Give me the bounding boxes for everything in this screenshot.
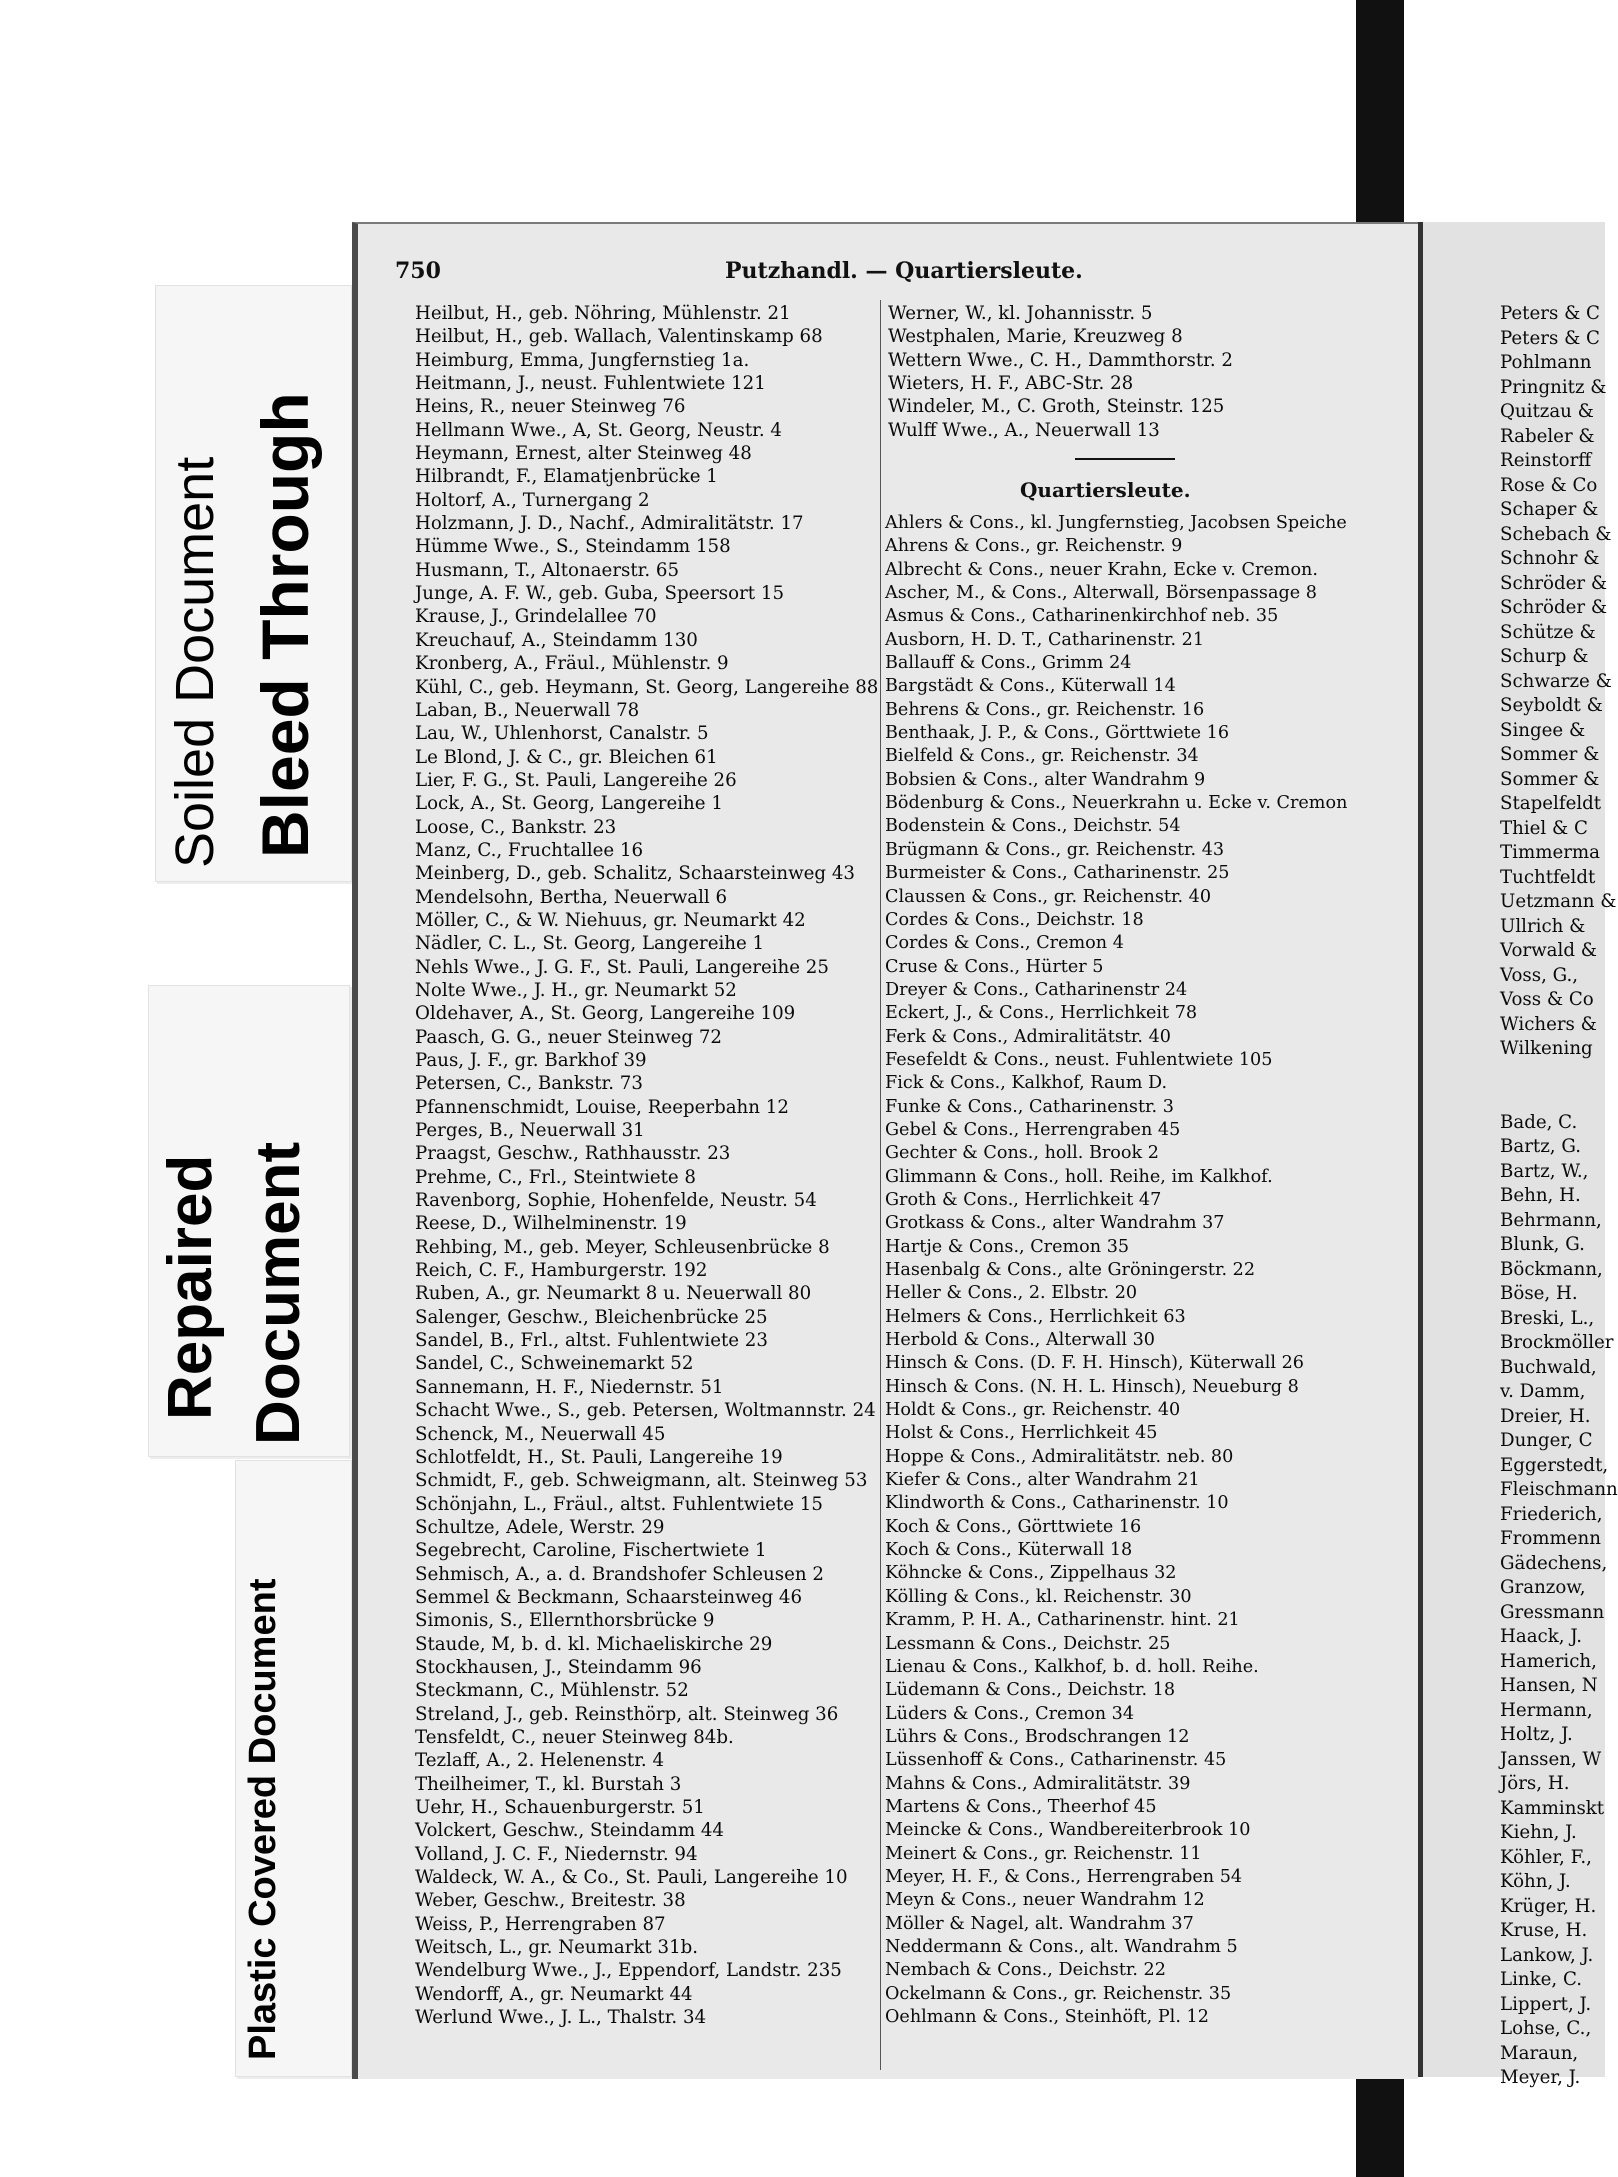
directory-entry: Schmidt, F., geb. Schweigmann, alt. Steinweg 53 xyxy=(415,1470,868,1492)
directory-entry: Weitsch, L., gr. Neumarkt 31b. xyxy=(415,1937,699,1959)
quartiersleute-entry: Cruse & Cons., Hürter 5 xyxy=(885,956,1104,977)
quartiersleute-entry: Kölling & Cons., kl. Reichenstr. 30 xyxy=(885,1586,1192,1607)
directory-entry-fragment: Schröder & xyxy=(1500,597,1608,618)
quartiersleute-entry: Fick & Cons., Kalkhof, Raum D. xyxy=(885,1073,1168,1094)
directory-entry-fragment: Thiel & C xyxy=(1500,817,1588,839)
bleed-through-label: Bleed Through xyxy=(248,392,322,858)
directory-entry: Heymann, Ernest, alter Steinweg 48 xyxy=(415,443,752,465)
quartiersleute-entry: Koch & Cons., Küterwall 18 xyxy=(885,1540,1133,1561)
directory-entry: Volland, J. C. F., Niedernstr. 94 xyxy=(415,1843,698,1865)
directory-entry: Hümme Wwe., S., Steindamm 158 xyxy=(415,536,731,558)
quartiersleute-entry: Ballauff & Cons., Grimm 24 xyxy=(885,653,1132,674)
directory-entry-fragment: Bade, C. xyxy=(1500,1111,1578,1133)
directory-entry-fragment: Rose & Co xyxy=(1500,474,1598,496)
directory-entry: Holtorf, A., Turnergang 2 xyxy=(415,489,650,511)
directory-entry-fragment: Linke, C. xyxy=(1500,1969,1583,1990)
directory-entry-fragment: Rabeler & xyxy=(1500,425,1595,447)
directory-entry: Sandel, B., Frl., altst. Fuhlentwiete 23 xyxy=(415,1330,768,1352)
directory-entry-fragment: Voss, G., xyxy=(1500,964,1579,986)
directory-entry-fragment xyxy=(1500,1086,1618,1111)
directory-entry-fragment: Tuchtfeldt xyxy=(1500,866,1596,888)
quartiersleute-entry: Glimmann & Cons., holl. Reihe, im Kalkhof. xyxy=(885,1166,1273,1187)
quartiersleute-entry: Holst & Cons., Herrlichkeit 45 xyxy=(885,1423,1158,1444)
directory-entry: Reich, C. F., Hamburgerstr. 192 xyxy=(415,1260,708,1282)
directory-entry-fragment: Granzow, xyxy=(1500,1577,1586,1598)
directory-entry-fragment: Böckmann, xyxy=(1500,1258,1603,1280)
directory-entry-fragment: Frommenn xyxy=(1500,1528,1601,1549)
directory-entry: Holzmann, J. D., Nachf., Admiralitätstr. 17 xyxy=(415,513,804,535)
directory-entry: Mendelsohn, Bertha, Neuerwall 6 xyxy=(415,886,728,908)
directory-entry-fragment: Pringnitz & xyxy=(1500,376,1607,398)
mid-column-quartiersleute-listing xyxy=(885,512,1347,2029)
directory-entry: Heilbut, H., geb. Wallach, Valentinskamp 68 xyxy=(415,326,823,348)
quartiersleute-entry: Ferk & Cons., Admiralitätstr. 40 xyxy=(885,1026,1171,1047)
directory-entry: Reese, D., Wilhelminenstr. 19 xyxy=(415,1213,687,1235)
directory-entry-fragment: Sommer & xyxy=(1500,744,1600,765)
directory-entry: Schacht Wwe., S., geb. Petersen, Woltmannstr. 24 xyxy=(415,1400,876,1422)
quartiersleute-entry: Albrecht & Cons., neuer Krahn, Ecke v. Cremon. xyxy=(885,559,1318,580)
quartiersleute-entry: Bielfeld & Cons., gr. Reichenstr. 34 xyxy=(885,746,1199,767)
directory-entry: Volckert, Geschw., Steindamm 44 xyxy=(415,1820,725,1842)
label-panel xyxy=(0,0,355,2177)
directory-entry-fragment: Pohlmann xyxy=(1500,352,1592,373)
directory-entry: Manz, C., Fruchtallee 16 xyxy=(415,839,644,861)
directory-entry-fragment: Schurp & xyxy=(1500,646,1589,667)
quartiersleute-entry: Klindworth & Cons., Catharinenstr. 10 xyxy=(885,1493,1229,1514)
directory-entry: Pfannenschmidt, Louise, Reeperbahn 12 xyxy=(415,1096,789,1118)
directory-entry: Steckmann, C., Mühlenstr. 52 xyxy=(415,1680,689,1702)
directory-entry: Ruben, A., gr. Neumarkt 8 u. Neuerwall 80 xyxy=(415,1283,812,1305)
directory-entry-fragment: Hamerich, xyxy=(1500,1650,1597,1672)
quartiersleute-entry: Burmeister & Cons., Catharinenstr. 25 xyxy=(885,863,1230,884)
directory-entry-fragment: Vorwald & xyxy=(1500,940,1597,961)
directory-entry-fragment: Blunk, G. xyxy=(1500,1234,1585,1255)
directory-entry-fragment: Bartz, G. xyxy=(1500,1136,1582,1157)
directory-entry-fragment: Buchwald, xyxy=(1500,1356,1597,1378)
quartiersleute-entry: Hasenbalg & Cons., alte Gröningerstr. 22 xyxy=(885,1260,1256,1280)
quartiersleute-entry: Asmus & Cons., Catharinenkirchhof neb. 35 xyxy=(885,606,1279,627)
quartiersleute-entry: Gebel & Cons., Herrengraben 45 xyxy=(885,1119,1181,1140)
quartiersleute-entry: Brügmann & Cons., gr. Reichenstr. 43 xyxy=(885,839,1225,860)
quartiersleute-entry: Hoppe & Cons., Admiralitätstr. neb. 80 xyxy=(885,1446,1234,1467)
directory-entry-fragment: Schnohr & xyxy=(1500,548,1600,569)
directory-entry: Weber, Geschw., Breitestr. 38 xyxy=(415,1890,686,1912)
directory-entry-fragment: Hansen, N xyxy=(1500,1675,1598,1696)
directory-entry: Heitmann, J., neust. Fuhlentwiete 121 xyxy=(415,373,766,395)
page-header: Putzhandl. — Quartiersleute. xyxy=(725,258,1083,284)
directory-entry-fragment: Friederich, xyxy=(1500,1503,1603,1525)
quartiersleute-entry: Holdt & Cons., gr. Reichenstr. 40 xyxy=(885,1400,1181,1421)
directory-entry: Kreuchauf, A., Steindamm 130 xyxy=(415,629,698,651)
quartiersleute-entry: Meinert & Cons., gr. Reichenstr. 11 xyxy=(885,1843,1202,1864)
left-column-listing xyxy=(415,302,878,2029)
directory-entry-fragment: Breski, L., xyxy=(1500,1307,1595,1329)
directory-entry-fragment: Uetzmann & xyxy=(1500,891,1617,912)
directory-entry-fragment: Peters & C xyxy=(1500,303,1600,324)
directory-entry: Staude, M, b. d. kl. Michaeliskirche 29 xyxy=(415,1633,773,1655)
directory-entry: Stockhausen, J., Steindamm 96 xyxy=(415,1656,702,1678)
quartiersleute-entry: Bödenburg & Cons., Neuerkrahn u. Ecke v. Cremon xyxy=(885,793,1348,814)
directory-entry-fragment: Dreier, H. xyxy=(1500,1405,1591,1427)
quartiersleute-entry: Bobsien & Cons., alter Wandrahm 9 xyxy=(885,769,1206,790)
quartiersleute-entry: Herbold & Cons., Alterwall 30 xyxy=(885,1330,1155,1351)
directory-entry-fragment: Gädechens, xyxy=(1500,1552,1608,1574)
directory-entry: Loose, C., Bankstr. 23 xyxy=(415,816,617,838)
quartiersleute-entry: Lüdemann & Cons., Deichstr. 18 xyxy=(885,1680,1176,1701)
directory-entry: Wendelburg Wwe., J., Eppendorf, Landstr. 235 xyxy=(415,1960,842,1982)
repaired-label: Repaired xyxy=(156,1154,225,1420)
directory-entry: Waldeck, W. A., & Co., St. Pauli, Langereihe 10 xyxy=(415,1867,848,1889)
directory-entry-fragment: Wichers & xyxy=(1500,1013,1597,1035)
directory-entry-fragment: Gressmann xyxy=(1500,1601,1605,1623)
directory-entry: Uehr, H., Schauenburgerstr. 51 xyxy=(415,1797,705,1818)
directory-entry: Hilbrandt, F., Elamatjenbrücke 1 xyxy=(415,466,718,488)
directory-entry: Husmann, T., Altonaerstr. 65 xyxy=(415,559,680,581)
directory-entry: Hellmann Wwe., A, St. Georg, Neustr. 4 xyxy=(415,419,782,441)
quartiersleute-entry: Behrens & Cons., gr. Reichenstr. 16 xyxy=(885,699,1205,720)
quartiersleute-entry: Helmers & Cons., Herrlichkeit 63 xyxy=(885,1306,1186,1327)
quartiersleute-entry: Ahlers & Cons., kl. Jungfernstieg, Jacobsen Speiche xyxy=(885,513,1347,533)
quartiersleute-entry: Ockelmann & Cons., gr. Reichenstr. 35 xyxy=(885,1983,1232,2004)
directory-entry: Tensfeldt, C., neuer Steinweg 84b. xyxy=(415,1726,734,1748)
directory-entry: Sandel, C., Schweinemarkt 52 xyxy=(415,1353,694,1375)
directory-entry-fragment: Jörs, H. xyxy=(1500,1773,1570,1794)
quartiersleute-entry: Bodenstein & Cons., Deichstr. 54 xyxy=(885,816,1181,837)
directory-entry: Lier, F. G., St. Pauli, Langereihe 26 xyxy=(415,769,737,791)
directory-entry-fragment: Böse, H. xyxy=(1500,1283,1578,1304)
quartiersleute-entry: Hartje & Cons., Cremon 35 xyxy=(885,1236,1130,1257)
directory-entry: Segebrecht, Caroline, Fischertwiete 1 xyxy=(415,1540,767,1562)
directory-entry: Sehmisch, A., a. d. Brandshofer Schleusen 2 xyxy=(415,1563,824,1585)
directory-entry-fragment: Quitzau & xyxy=(1500,401,1594,422)
directory-entry: Kühl, C., geb. Heymann, St. Georg, Langereihe 88 xyxy=(415,676,879,698)
plastic-covered-label: Plastic Covered Document xyxy=(242,1578,284,2060)
quartiersleute-entry: Kramm, P. H. A., Catharinenstr. hint. 21 xyxy=(885,1610,1240,1631)
quartiersleute-entry: Martens & Cons., Theerhof 45 xyxy=(885,1796,1157,1817)
directory-entry: Schenck, M., Neuerwall 45 xyxy=(415,1423,666,1445)
directory-entry: Wieters, H. F., ABC-Str. 28 xyxy=(888,373,1134,395)
right-page-fragment-listing xyxy=(1500,302,1618,2091)
directory-entry-fragment: v. Damm, xyxy=(1500,1381,1586,1402)
directory-entry: Paasch, G. G., neuer Steinweg 72 xyxy=(415,1026,722,1048)
quartiersleute-entry: Meyer, H. F., & Cons., Herrengraben 54 xyxy=(885,1866,1243,1887)
directory-entry: Rehbing, M., geb. Meyer, Schleusenbrücke 8 xyxy=(415,1236,830,1258)
directory-entry: Möller, C., & W. Niehuus, gr. Neumarkt 42 xyxy=(415,909,806,931)
directory-entry-fragment: Fleischmann xyxy=(1500,1479,1618,1500)
page-number: 750 xyxy=(395,258,441,284)
directory-entry-fragment: Schaper & xyxy=(1500,499,1599,520)
directory-entry: Nehls Wwe., J. G. F., St. Pauli, Langereihe 25 xyxy=(415,956,829,978)
directory-entry: Ravenborg, Sophie, Hohenfelde, Neustr. 54 xyxy=(415,1190,817,1212)
directory-entry-fragment: Seyboldt & xyxy=(1500,695,1603,716)
directory-entry-fragment: Krüger, H. xyxy=(1500,1895,1597,1917)
directory-entry-fragment: Haack, J. xyxy=(1500,1626,1582,1647)
quartiersleute-entry: Fesefeldt & Cons., neust. Fuhlentwiete 105 xyxy=(885,1049,1273,1070)
section-rule xyxy=(1075,458,1175,460)
directory-entry-fragment: Hermann, xyxy=(1500,1699,1593,1721)
quartiersleute-entry: Mahns & Cons., Admiralitätstr. 39 xyxy=(885,1773,1191,1794)
quartiersleute-entry: Benthaak, J. P., & Cons., Görttwiete 16 xyxy=(885,723,1230,744)
column-divider xyxy=(880,300,881,2070)
directory-entry: Krause, J., Grindelallee 70 xyxy=(415,606,657,628)
quartiersleute-entry: Ascher, M., & Cons., Alterwall, Börsenpassage 8 xyxy=(885,583,1317,604)
quartiersleute-entry: Lüssenhoff & Cons., Catharinenstr. 45 xyxy=(885,1750,1227,1771)
directory-entry-fragment: Dunger, C xyxy=(1500,1430,1593,1451)
soiled-document-label: Soiled Document xyxy=(165,456,225,868)
quartiersleute-entry: Ahrens & Cons., gr. Reichenstr. 9 xyxy=(885,536,1183,557)
quartiersleute-entry: Meincke & Cons., Wandbereiterbrook 10 xyxy=(885,1820,1251,1841)
quartiersleute-entry: Heller & Cons., 2. Elbstr. 20 xyxy=(885,1283,1138,1304)
directory-entry: Laban, B., Neuerwall 78 xyxy=(415,699,640,721)
directory-entry-fragment: Köhler, F., xyxy=(1500,1846,1592,1868)
directory-entry: Prehme, C., Frl., Steintwiete 8 xyxy=(415,1166,697,1188)
quartiersleute-entry: Funke & Cons., Catharinenstr. 3 xyxy=(885,1096,1174,1117)
directory-entry: Semmel & Beckmann, Schaarsteinweg 46 xyxy=(415,1586,803,1608)
directory-entry: Werner, W., kl. Johannisstr. 5 xyxy=(888,303,1153,324)
quartiersleute-entry: Hinsch & Cons. (N. H. L. Hinsch), Neueburg 8 xyxy=(885,1376,1299,1397)
directory-entry: Windeler, M., C. Groth, Steinstr. 125 xyxy=(888,396,1225,418)
quartiersleute-entry: Gechter & Cons., holl. Brook 2 xyxy=(885,1143,1159,1164)
quartiersleute-entry: Groth & Cons., Herrlichkeit 47 xyxy=(885,1189,1162,1210)
document-label: Document xyxy=(244,1141,313,1445)
directory-entry-fragment: Voss & Co xyxy=(1500,989,1594,1010)
directory-entry: Paus, J. F., gr. Barkhof 39 xyxy=(415,1050,647,1071)
directory-entry-fragment: Bartz, W., xyxy=(1500,1160,1589,1182)
directory-entry-fragment: Lohse, C., xyxy=(1500,2018,1592,2039)
directory-entry: Heins, R., neuer Steinweg 76 xyxy=(415,396,686,418)
directory-entry-fragment: Lippert, J. xyxy=(1500,1993,1592,2015)
directory-entry: Nolte Wwe., J. H., gr. Neumarkt 52 xyxy=(415,979,737,1001)
directory-entry-fragment: Peters & C xyxy=(1500,327,1600,349)
directory-entry: Simonis, S., Ellernthorsbrücke 9 xyxy=(415,1610,715,1632)
directory-entry-fragment: Ullrich & xyxy=(1500,915,1586,937)
quartiersleute-entry: Bargstädt & Cons., Küterwall 14 xyxy=(885,676,1176,697)
directory-entry: Perges, B., Neuerwall 31 xyxy=(415,1120,645,1142)
directory-entry-fragment: Kamminskt xyxy=(1500,1797,1605,1819)
directory-entry: Schönjahn, L., Fräul., altst. Fuhlentwiete 15 xyxy=(415,1493,823,1515)
quartiersleute-entry: Lüders & Cons., Cremon 34 xyxy=(885,1703,1135,1724)
quartiersleute-entry: Lührs & Cons., Brodschrangen 12 xyxy=(885,1726,1190,1747)
directory-entry: Schultze, Adele, Werstr. 29 xyxy=(415,1516,665,1538)
directory-entry: Meinberg, D., geb. Schalitz, Schaarsteinweg 43 xyxy=(415,863,855,885)
quartiersleute-entry: Kiefer & Cons., alter Wandrahm 21 xyxy=(885,1470,1200,1491)
directory-entry-fragment: Holtz, J. xyxy=(1500,1724,1573,1745)
directory-entry: Theilheimer, T., kl. Burstah 3 xyxy=(415,1773,682,1795)
directory-entry-fragment: Brockmöller xyxy=(1500,1332,1614,1353)
directory-entry-fragment: Singee & xyxy=(1500,719,1586,741)
directory-entry-fragment: Kruse, H. xyxy=(1500,1920,1588,1941)
directory-entry-fragment: Schütze & xyxy=(1500,621,1596,643)
directory-entry: Sannemann, H. F., Niedernstr. 51 xyxy=(415,1376,724,1398)
quartiersleute-entry: Cordes & Cons., Deichstr. 18 xyxy=(885,909,1144,930)
directory-entry-fragment: Eggerstedt, xyxy=(1500,1454,1609,1476)
quartiersleute-entry: Meyn & Cons., neuer Wandrahm 12 xyxy=(885,1890,1205,1911)
directory-entry-fragment: Schwarze & xyxy=(1500,670,1612,692)
directory-entry: Salenger, Geschw., Bleichenbrücke 25 xyxy=(415,1306,768,1328)
directory-entry: Kronberg, A., Fräul., Mühlenstr. 9 xyxy=(415,653,729,675)
directory-entry-fragment: Meyer, J. xyxy=(1500,2067,1581,2088)
directory-entry-fragment: Köhn, J. xyxy=(1500,1871,1571,1892)
directory-entry: Westphalen, Marie, Kreuzweg 8 xyxy=(888,326,1183,348)
section-heading-quartiersleute: Quartiersleute. xyxy=(1020,478,1191,502)
directory-entry: Heimburg, Emma, Jungfernstieg 1a. xyxy=(415,349,750,371)
directory-entry: Lau, W., Uhlenhorst, Canalstr. 5 xyxy=(415,723,709,745)
quartiersleute-entry: Eckert, J., & Cons., Herrlichkeit 78 xyxy=(885,1003,1198,1024)
mid-column-top-listing xyxy=(888,302,1233,442)
directory-entry-fragment: Schröder & xyxy=(1500,572,1608,594)
directory-entry: Le Blond, J. & C., gr. Bleichen 61 xyxy=(415,746,718,768)
quartiersleute-entry: Neddermann & Cons., alt. Wandrahm 5 xyxy=(885,1936,1238,1957)
quartiersleute-entry: Grotkass & Cons., alter Wandrahm 37 xyxy=(885,1213,1225,1234)
directory-entry: Oldehaver, A., St. Georg, Langereihe 109 xyxy=(415,1003,796,1025)
directory-entry: Wettern Wwe., C. H., Dammthorstr. 2 xyxy=(888,349,1234,371)
directory-entry-fragment: Wilkening xyxy=(1500,1038,1593,1059)
quartiersleute-entry: Köhncke & Cons., Zippelhaus 32 xyxy=(885,1563,1177,1584)
directory-entry: Wendorff, A., gr. Neumarkt 44 xyxy=(415,1983,693,2005)
directory-entry-fragment: Timmerma xyxy=(1500,842,1600,863)
quartiersleute-entry: Lessmann & Cons., Deichstr. 25 xyxy=(885,1633,1171,1654)
directory-entry-fragment xyxy=(1500,1062,1618,1087)
quartiersleute-entry: Oehlmann & Cons., Steinhöft, Pl. 12 xyxy=(885,2007,1209,2027)
directory-entry: Werlund Wwe., J. L., Thalstr. 34 xyxy=(415,2007,707,2029)
directory-entry: Petersen, C., Bankstr. 73 xyxy=(415,1073,643,1095)
directory-entry-fragment: Reinstorff xyxy=(1500,450,1592,471)
directory-entry: Weiss, P., Herrengraben 87 xyxy=(415,1913,666,1935)
directory-entry: Wulff Wwe., A., Neuerwall 13 xyxy=(888,419,1160,441)
directory-entry: Junge, A. F. W., geb. Guba, Speersort 15 xyxy=(415,583,785,605)
directory-entry-fragment: Schebach & xyxy=(1500,523,1612,545)
directory-entry: Heilbut, H., geb. Nöhring, Mühlenstr. 21 xyxy=(415,303,791,324)
directory-entry-fragment: Janssen, W xyxy=(1500,1748,1602,1770)
directory-entry-fragment: Lankow, J. xyxy=(1500,1944,1594,1966)
directory-entry: Nädler, C. L., St. Georg, Langereihe 1 xyxy=(415,933,765,955)
quartiersleute-entry: Ausborn, H. D. T., Catharinenstr. 21 xyxy=(885,629,1205,650)
directory-entry: Streland, J., geb. Reinsthörp, alt. Steinweg 36 xyxy=(415,1703,839,1725)
quartiersleute-entry: Dreyer & Cons., Catharinenstr 24 xyxy=(885,979,1188,1000)
directory-entry-fragment: Behrmann, xyxy=(1500,1209,1602,1231)
directory-entry: Schlotfeldt, H., St. Pauli, Langereihe 19 xyxy=(415,1446,783,1468)
quartiersleute-entry: Lienau & Cons., Kalkhof, b. d. holl. Reihe. xyxy=(885,1656,1259,1677)
quartiersleute-entry: Nembach & Cons., Deichstr. 22 xyxy=(885,1960,1166,1981)
quartiersleute-entry: Möller & Nagel, alt. Wandrahm 37 xyxy=(885,1913,1194,1934)
quartiersleute-entry: Koch & Cons., Görttwiete 16 xyxy=(885,1516,1142,1537)
quartiersleute-entry: Hinsch & Cons. (D. F. H. Hinsch), Küterwall 26 xyxy=(885,1353,1304,1374)
directory-entry-fragment: Sommer & xyxy=(1500,768,1600,790)
directory-entry-fragment: Stapelfeldt xyxy=(1500,793,1602,814)
directory-entry-fragment: Behn, H. xyxy=(1500,1185,1581,1206)
quartiersleute-entry: Cordes & Cons., Cremon 4 xyxy=(885,933,1124,954)
directory-entry: Lock, A., St. Georg, Langereihe 1 xyxy=(415,793,723,815)
directory-entry-fragment: Maraun, xyxy=(1500,2042,1579,2064)
directory-entry-fragment: Kiehn, J. xyxy=(1500,1822,1577,1843)
directory-entry: Tezlaff, A., 2. Helenenstr. 4 xyxy=(415,1750,665,1772)
quartiersleute-entry: Claussen & Cons., gr. Reichenstr. 40 xyxy=(885,886,1212,907)
directory-entry: Praagst, Geschw., Rathhausstr. 23 xyxy=(415,1143,731,1165)
